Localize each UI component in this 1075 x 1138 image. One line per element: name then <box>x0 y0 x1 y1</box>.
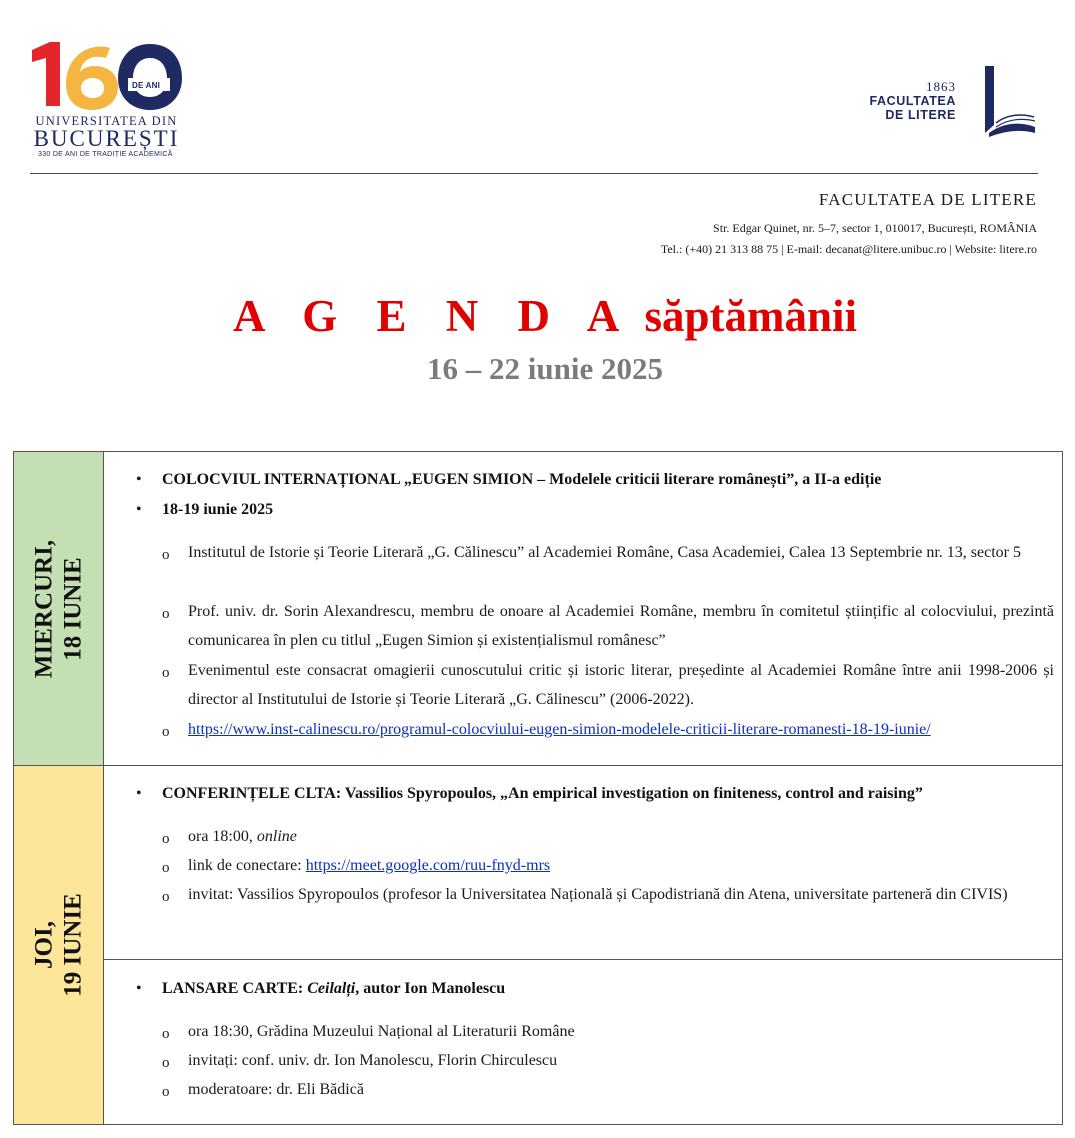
day-cell-wednesday <box>14 452 104 766</box>
logo-de-ani: DE ANI <box>131 81 161 90</box>
sub-bullet-icon: o <box>162 547 170 563</box>
header-divider <box>30 173 1038 174</box>
faculty-contact: Tel.: (+40) 21 313 88 75 | E-mail: decanat@litere.unibuc.ro | Website: litere.ro <box>660 242 1037 256</box>
sub-bullet-icon: o <box>162 831 170 847</box>
event-date: 18-19 iunie 2025 <box>162 501 274 518</box>
faculty-title: FACULTATEA DE LITERE <box>818 190 1037 209</box>
university-logo <box>30 40 190 162</box>
faculty-logo <box>869 63 1040 143</box>
day-date: 19 IUNIE <box>58 893 86 997</box>
sub-bullet-icon: o <box>162 606 170 622</box>
event-program-link[interactable]: https://www.inst-calinescu.ro/programul-colocviului-eugen-simion-modelele-criticii-literare-romanesti-18-19-iunie/ <box>188 721 931 738</box>
event-time-place: ora 18:30, Grădina Muzeului Național al Literaturii Române <box>188 1023 575 1040</box>
agenda-title <box>0 290 1075 342</box>
bullet-icon: • <box>136 471 142 488</box>
event-colocviu <box>104 452 1062 766</box>
event-guest: invitat: Vassilios Spyropoulos (profesor la Universitatea Națională și Capodistriană din Atena, universitate parteneră din CIVIS) <box>188 886 1008 903</box>
day-label-thursday <box>30 893 88 997</box>
faculty-logo-year: 1863 <box>926 79 956 94</box>
event-description: Evenimentul este consacrat omagierii cunoscutului critic și istoric literar, președinte al Academiei Române între anii 1998-2006 și director al Institutului de Istorie și Teorie Literară „G. Călinescu” (2006-2022). <box>188 662 1054 708</box>
sub-bullet-icon: o <box>162 1084 170 1100</box>
sub-bullet-icon: o <box>162 889 170 905</box>
day-label-wednesday <box>30 539 88 677</box>
sub-bullet-icon: o <box>162 1026 170 1042</box>
event-title: CONFERINȚELE CLTA: Vassilios Spyropoulos, „An empirical investigation on finiteness, control and raising” <box>162 785 923 802</box>
event-title: LANSARE CARTE: Ceilalți, autor Ion Manolescu <box>162 980 506 997</box>
agenda-word: A G E N D A <box>232 291 634 341</box>
meet-link[interactable]: https://meet.google.com/ruu-fnyd-mrs <box>305 857 551 874</box>
event-link-line: link de conectare: https://meet.google.com/ruu-fnyd-mrs <box>188 857 551 874</box>
faculty-logo-name-line2: DE LITERE <box>885 108 956 122</box>
bullet-icon: • <box>136 501 142 518</box>
bullet-icon: • <box>136 980 142 997</box>
event-conferinte <box>104 766 1062 960</box>
event-speaker: Prof. univ. dr. Sorin Alexandrescu, membru de onoare al Academiei Române, membru în comitetul științific al colocviului, prezintă comunicarea în plen cu titlul „Eugen Simion și existențialismul românesc” <box>188 603 1054 649</box>
day-date: 18 IUNIE <box>58 556 86 661</box>
sub-bullet-icon: o <box>162 724 170 740</box>
agenda-dates: 16 – 22 iunie 2025 <box>427 351 663 386</box>
logo-university-line3: 330 DE ANI DE TRADIȚIE ACADEMICĂ <box>38 151 173 158</box>
event-time: ora 18:00, online <box>188 828 297 845</box>
event-title: COLOCVIUL INTERNAȚIONAL „EUGEN SIMION – Modelele criticii literare românești”, a II-a ediție <box>162 471 882 488</box>
day-name: JOI, <box>29 921 57 969</box>
logo-160-graphic <box>30 40 190 120</box>
book-l-icon <box>980 63 1040 138</box>
event-location: Institutul de Istorie și Teorie Literară „G. Călinescu” al Academiei Române, Casa Academiei, Calea 13 Septembrie nr. 13, sector 5 <box>188 544 1021 561</box>
day-cell-thursday <box>14 766 104 1124</box>
sub-bullet-icon: o <box>162 860 170 876</box>
logo-university-line2: BUCUREȘTI <box>33 126 180 151</box>
event-moderator: moderatoare: dr. Eli Bădică <box>188 1081 364 1098</box>
bullet-icon: • <box>136 785 142 802</box>
logo-university-line1: UNIVERSITATEA DIN <box>35 114 178 128</box>
faculty-logo-name-line1: FACULTATEA <box>869 94 956 108</box>
agenda-week-word: săptămânii <box>644 291 858 341</box>
event-lansare-carte <box>104 960 1062 1124</box>
day-name: MIERCURI, <box>29 539 57 678</box>
faculty-address: Str. Edgar Quinet, nr. 5–7, sector 1, 010017, București, ROMÂNIA <box>713 221 1037 235</box>
event-guests: invitați: conf. univ. dr. Ion Manolescu, Florin Chirculescu <box>188 1052 558 1069</box>
sub-bullet-icon: o <box>162 1055 170 1071</box>
agenda-table <box>13 451 1063 1125</box>
sub-bullet-icon: o <box>162 665 170 681</box>
